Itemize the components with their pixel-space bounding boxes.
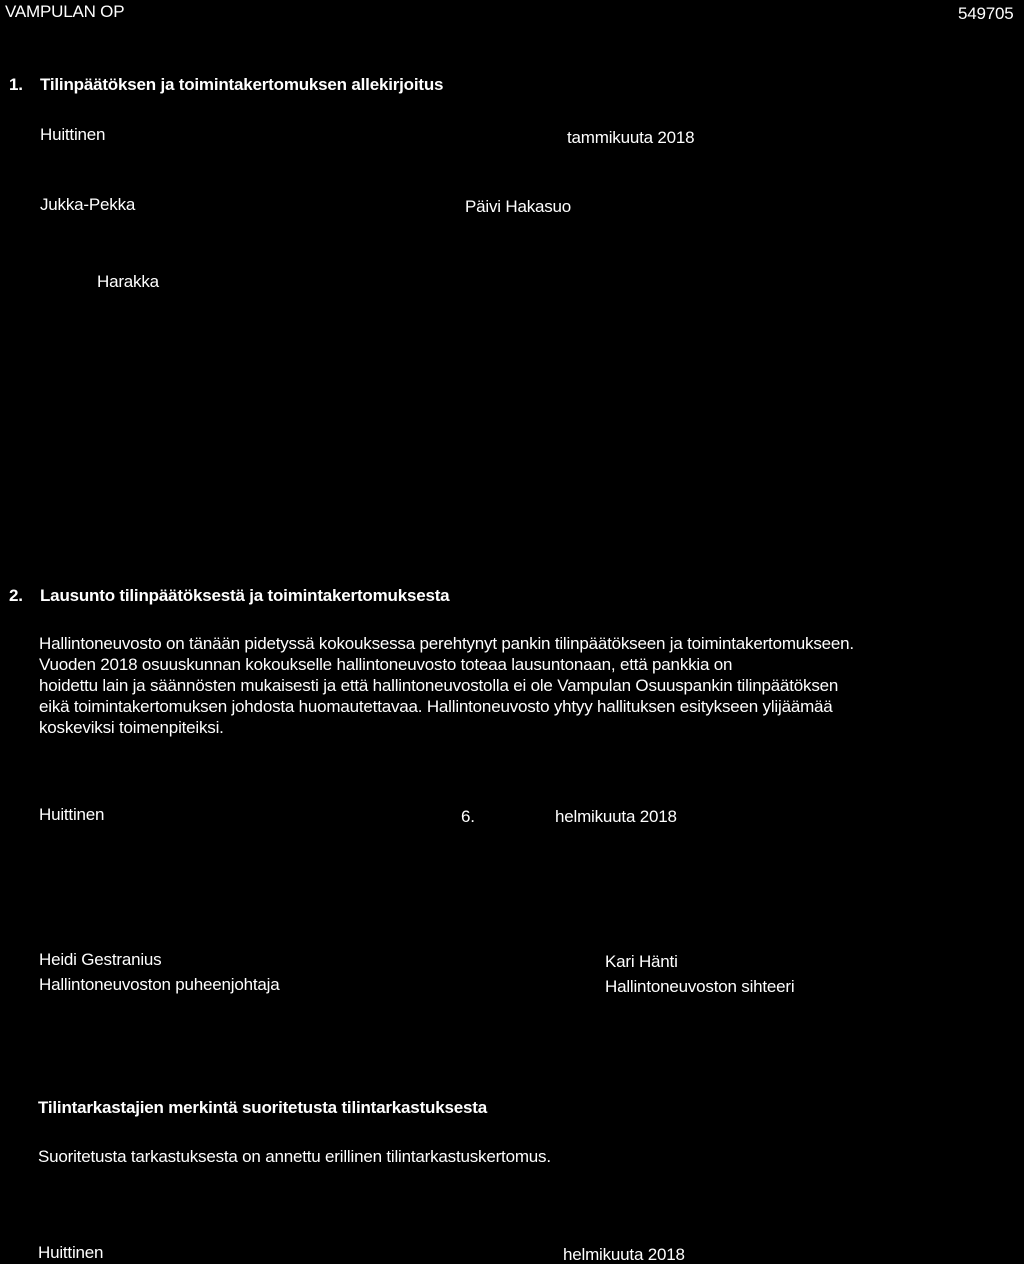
section-2-place: Huittinen [39, 805, 105, 824]
paragraph-line: eikä toimintakertomuksen johdosta huomautettavaa. Hallintoneuvosto yhtyy hallituksen esitykseen ylijäämää [39, 697, 833, 716]
section-2-heading: Lausunto tilinpäätöksestä ja toimintakertomuksesta [40, 586, 450, 605]
signer-2-title: Hallintoneuvoston sihteeri [605, 977, 795, 996]
section-1-signer-1-last-name: Harakka [97, 272, 159, 291]
section-3-text: Suoritetusta tarkastuksesta on annettu erillinen tilintarkastuskertomus. [38, 1147, 551, 1166]
paragraph-line: Hallintoneuvosto on tänään pidetyssä kokouksessa perehtynyt pankin tilinpäätökseen ja toimintakertomukseen. [39, 634, 854, 653]
signer-1-title: Hallintoneuvoston puheenjohtaja [39, 975, 280, 994]
section-3-heading: Tilintarkastajien merkintä suoritetusta tilintarkastuksesta [38, 1098, 487, 1117]
header-number: 549705 [958, 4, 1014, 23]
section-2-paragraph [39, 633, 984, 738]
section-1-date: tammikuuta 2018 [567, 128, 695, 147]
section-3-place: Huittinen [38, 1243, 104, 1262]
section-1-place: Huittinen [40, 125, 106, 144]
signer-1-name: Heidi Gestranius [39, 950, 162, 969]
section-2-number: 2. [9, 586, 23, 605]
paragraph-line: Vuoden 2018 osuuskunnan kokoukselle hallintoneuvosto toteaa lausuntonaan, että pankkia on [39, 655, 733, 674]
section-1-signer-2-name: Päivi Hakasuo [465, 197, 572, 216]
section-2-date: helmikuuta 2018 [555, 807, 677, 826]
section-3-date: helmikuuta 2018 [563, 1245, 685, 1264]
section-1-heading: Tilinpäätöksen ja toimintakertomuksen allekirjoitus [40, 75, 444, 94]
section-1-number: 1. [9, 75, 23, 94]
header-company: VAMPULAN OP [5, 2, 125, 21]
paragraph-line: koskeviksi toimenpiteiksi. [39, 718, 224, 737]
section-2-day: 6. [461, 807, 475, 826]
paragraph-line: hoidettu lain ja säännösten mukaisesti ja että hallintoneuvostolla ei ole Vampulan Osuuspankin tilinpäätöksen [39, 676, 839, 695]
section-1-signer-1-first-name: Jukka-Pekka [40, 195, 136, 214]
signer-2-name: Kari Hänti [605, 952, 678, 971]
